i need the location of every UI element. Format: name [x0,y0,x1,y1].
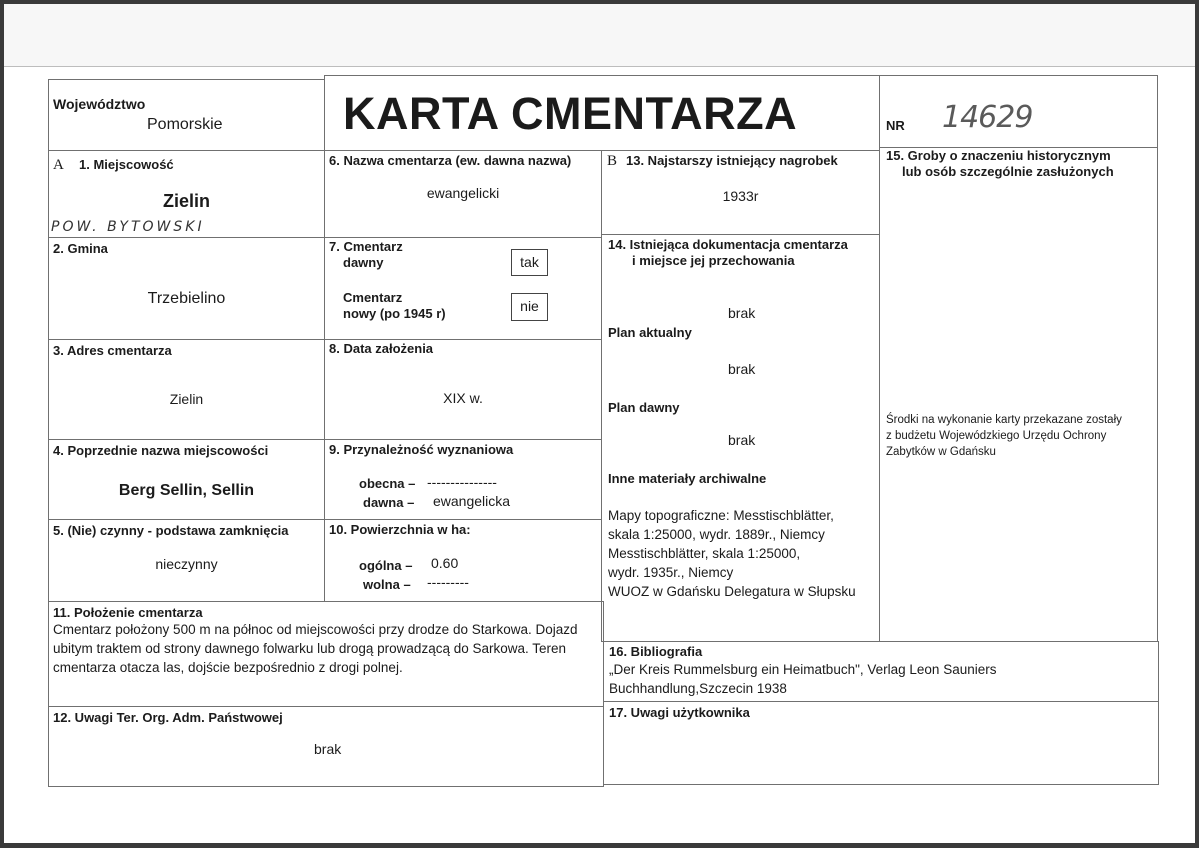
field-10-ogolna-label: ogólna – [359,558,413,573]
field-12-label: 12. Uwagi Ter. Org. Adm. Państwowej [53,710,283,725]
plan-aktualny-value: brak [728,361,756,377]
inne-materialy-line: WUOZ w Gdańsku Delegatura w Słupsku [608,584,856,599]
field-2-gmina [48,237,325,340]
field-8-data-zalozenia [324,339,602,440]
field-15-label: 15. Groby o znaczeniu historycznym [886,148,1111,163]
field-9-dawna-value: ewangelicka [433,493,511,509]
field-2-label: 2. Gmina [53,241,108,256]
field-12-value: brak [314,741,342,757]
funding-note-line: Zabytków w Gdańsku [886,446,996,458]
bibliografia-line: Buchhandlung,Szczecin 1938 [609,681,787,696]
field-7-nowy-label-1: Cmentarz [343,290,403,305]
field-6-nazwa-cmentarza [324,150,602,238]
scan-edge-left [0,0,4,848]
bibliografia-list [609,660,1154,698]
field-15-groby [879,147,1158,642]
field-9-obecna-value: --------------- [427,474,497,490]
field-9-label: 9. Przynależność wyznaniowa [329,442,514,457]
field-3-value: Zielin [169,391,204,407]
field-7-cmentarz [324,237,602,340]
inne-materialy-line: Messtischblätter, skala 1:25000, [608,546,801,561]
field-10-wolna-value: --------- [427,574,469,590]
field-12-uwagi-ter [48,706,604,787]
field-3-label: 3. Adres cmentarza [53,343,172,358]
inne-materialy-list [608,506,876,601]
funding-note-line: z budżetu Wojewódzkiego Urzędu Ochrony [886,430,1107,442]
scan-edge-bottom [0,843,1199,848]
field-1-handwritten-note: POW. BYTOWSKI [51,219,205,235]
field-6-value: ewangelicki [426,185,500,201]
field-17-uwagi-uzytkownika [603,701,1159,785]
inne-materialy-line: skala 1:25000, wydr. 1889r., Niemcy [608,527,825,542]
field-1-label: 1. Miejscowość [79,157,174,172]
field-16-bibliografia [603,641,1159,702]
inne-materialy-label: Inne materiały archiwalne [608,471,767,486]
field-11-label: 11. Położenie cmentarza [53,605,203,620]
section-b-letter: B [607,153,618,169]
field-14-dokumentacja [601,234,880,642]
field-8-value: XIX w. [443,390,483,406]
inne-materialy-line: wydr. 1935r., Niemcy [608,565,734,580]
bibliografia-line: „Der Kreis Rummelsburg ein Heimatbuch", Verlag Leon Sauniers [609,662,997,677]
field-4-value: Berg Sellin, Sellin [118,482,255,499]
wojewodztwo-label: Województwo [53,96,146,112]
inne-materialy-line: Mapy topograficzne: Messtischblätter, [608,508,834,523]
plan-aktualny-label: Plan aktualny [608,325,692,340]
nr-handwritten-value: 14629 [942,100,1033,135]
field-7-nowy-box: nie [511,293,548,321]
wojewodztwo-value: Pomorskie [147,116,223,133]
field-15-label-2: lub osób szczególnie zasłużonych [902,164,1114,179]
field-7-nowy-label-2: nowy (po 1945 r) [343,306,446,321]
field-14-label: 14. Istniejąca dokumentacja cmentarza [608,237,848,252]
field-2-value: Trzebielino [147,290,226,307]
field-4-label: 4. Poprzednie nazwa miejscowości [53,443,269,458]
field-6-label: 6. Nazwa cmentarza (ew. dawna nazwa) [329,153,572,168]
field-1-value: Zielin [162,191,210,211]
field-13-value: 1933r [722,188,759,204]
funding-note [886,412,1154,460]
section-a-letter: A [53,157,64,173]
page-title: KARTA CMENTARZA [343,88,798,139]
field-9-dawna-label: dawna – [363,495,415,510]
field-10-label: 10. Powierzchnia w ha: [329,522,471,537]
field-11-text: Cmentarz położony 500 m na północ od miejscowości przy drodze do Starkowa. Dojazd ubitym traktem od strony dawnego folwarku lub drogą prowadzącą do Sarkowa. Teren cmentarza otacza las, dojście bezpośrednio z drogi polnej. [53,622,578,675]
field-7-dawny-label: dawny [343,255,384,270]
field-14-label-2: i miejsce jej przechowania [632,253,795,268]
nr-label: NR [886,118,905,133]
scan-top-margin [0,0,1199,67]
field-11-polozenie [48,601,604,707]
field-5-value: nieczynny [155,556,218,572]
plan-dawny-value: brak [728,432,756,448]
field-1-miejscowosc [48,150,325,238]
field-7-dawny-box: tak [511,249,548,276]
field-13-label: 13. Najstarszy istniejący nagrobek [626,153,838,168]
field-16-label: 16. Bibliografia [609,644,703,659]
field-5-label: 5. (Nie) czynny - podstawa zamknięcia [53,523,289,538]
field-5-czynny [48,519,325,602]
field-10-powierzchnia [324,519,602,602]
field-3-adres [48,339,325,440]
funding-note-line: Środki na wykonanie karty przekazane zostały [886,414,1122,426]
field-4-poprzednie-nazwa [48,439,325,520]
field-10-wolna-label: wolna – [363,577,411,592]
field-10-ogolna-value: 0.60 [431,555,459,571]
field-9-obecna-label: obecna – [359,476,416,491]
field-8-label: 8. Data założenia [329,341,434,356]
nr-cell [879,75,1158,148]
title-cell [324,75,880,151]
field-9-przynaleznosc [324,439,602,520]
field-17-label: 17. Uwagi użytkownika [609,705,750,720]
field-7-label: 7. Cmentarz [329,239,403,254]
field-14-value: brak [728,305,756,321]
plan-dawny-label: Plan dawny [608,400,680,415]
scan-edge-right [1195,0,1199,848]
wojewodztwo-cell [48,79,325,151]
field-13-najstarszy-nagrobek [601,150,880,235]
